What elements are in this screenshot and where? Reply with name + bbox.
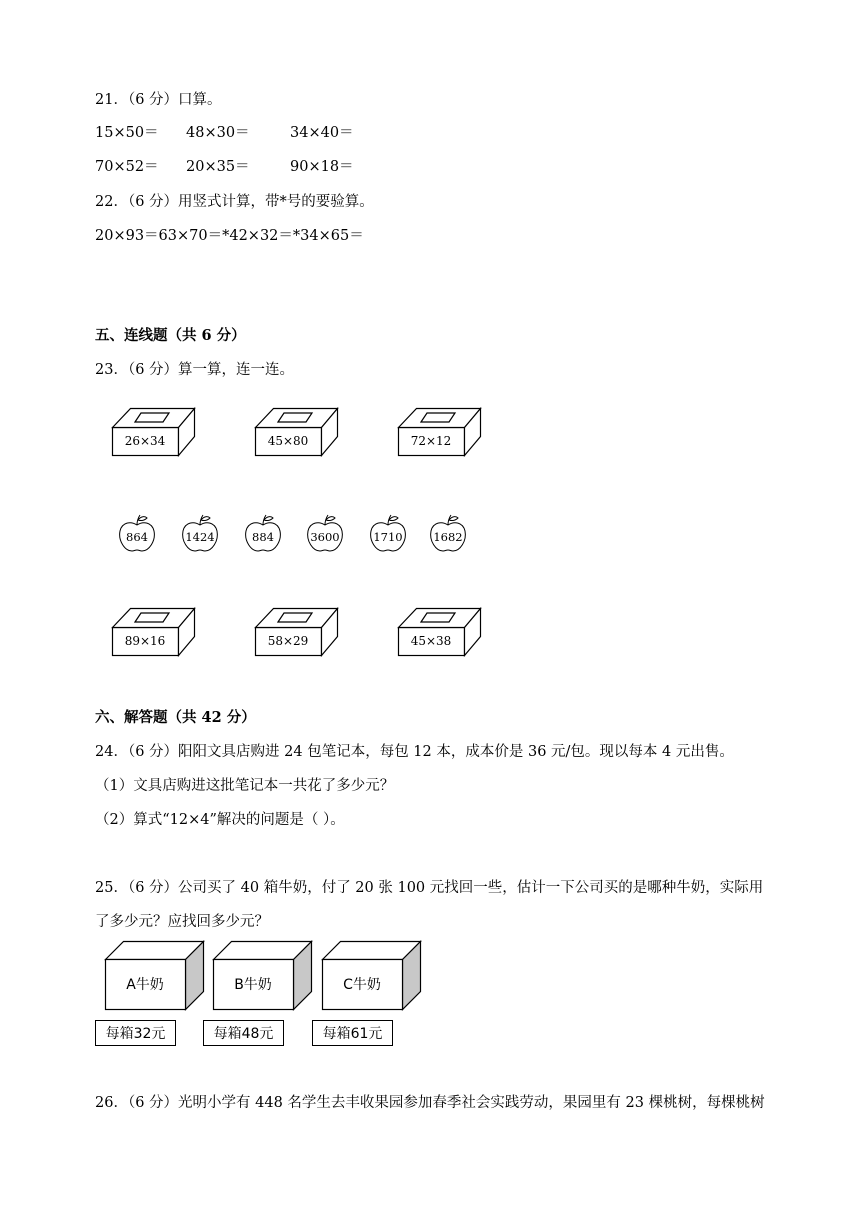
q21-expr-5: 20×35＝ xyxy=(186,159,250,175)
apple-number: 3600 xyxy=(310,530,340,544)
box-label: 58×29 xyxy=(267,634,309,648)
apple-number: 1424 xyxy=(185,530,215,544)
q21-expr-2: 48×30＝ xyxy=(186,125,250,141)
apple-number: 884 xyxy=(252,530,274,544)
box-label: 26×34 xyxy=(124,434,166,448)
q22-expressions: 20×93＝63×70＝*42×32＝*34×65＝ xyxy=(95,228,364,244)
box-bottom-2[interactable] xyxy=(255,608,339,656)
q24-title: 24．（6 分）阳阳文具店购进 24 包笔记本，每包 12 本，成本价是 36 元/包。现以每本 4 元出售。 xyxy=(95,744,734,760)
milk-name: A牛奶 xyxy=(126,977,164,993)
milk-price: 每箱32元 xyxy=(95,1020,176,1046)
milk-b[interactable] xyxy=(213,941,313,1071)
section-6-heading: 六、解答题（共 42 分） xyxy=(95,709,256,726)
milk-price: 每箱61元 xyxy=(312,1020,393,1046)
q25-title-cont: 了多少元？应找回多少元？ xyxy=(95,914,269,930)
box-label: 89×16 xyxy=(124,634,166,648)
box-label: 45×38 xyxy=(410,634,452,648)
q21-expr-1: 15×50＝ xyxy=(95,125,159,141)
q21-title: 21．（6 分）口算。 xyxy=(95,92,222,108)
q23-title: 23．（6 分）算一算，连一连。 xyxy=(95,362,295,378)
q24-sub-1: （1）文具店购进这批笔记本一共花了多少元？ xyxy=(95,778,395,794)
apple-2[interactable] xyxy=(180,514,220,554)
apple-number: 1682 xyxy=(433,530,463,544)
apple-6[interactable] xyxy=(428,514,468,554)
q21-expr-3: 34×40＝ xyxy=(290,125,354,141)
apple-number: 1710 xyxy=(373,530,403,544)
milk-price: 每箱48元 xyxy=(203,1020,284,1046)
box-bottom-3[interactable] xyxy=(398,608,482,656)
q21-expr-6: 90×18＝ xyxy=(290,159,354,175)
box-bottom-1[interactable] xyxy=(112,608,196,656)
apple-number: 864 xyxy=(126,530,148,544)
milk-c[interactable] xyxy=(322,941,422,1071)
milk-name: C牛奶 xyxy=(343,977,381,993)
apple-1[interactable] xyxy=(117,514,157,554)
apple-3[interactable] xyxy=(243,514,283,554)
section-5-heading: 五、连线题（共 6 分） xyxy=(95,327,246,344)
box-label: 45×80 xyxy=(267,434,309,448)
box-label: 72×12 xyxy=(410,434,452,448)
box-top-1[interactable] xyxy=(112,408,196,456)
q22-title: 22．（6 分）用竖式计算，带*号的要验算。 xyxy=(95,194,374,210)
q25-title: 25．（6 分）公司买了 40 箱牛奶，付了 20 张 100 元找回一些，估计一下公司买的是哪种牛奶，实际用 xyxy=(95,880,764,896)
milk-name: B牛奶 xyxy=(234,977,272,993)
q21-expr-4: 70×52＝ xyxy=(95,159,159,175)
box-top-2[interactable] xyxy=(255,408,339,456)
q26-title: 26．（6 分）光明小学有 448 名学生去丰收果园参加春季社会实践劳动，果园里有 23 棵桃树，每棵桃树 xyxy=(95,1095,765,1111)
apple-5[interactable] xyxy=(368,514,408,554)
apple-4[interactable] xyxy=(305,514,345,554)
box-top-3[interactable] xyxy=(398,408,482,456)
q24-sub-2: （2）算式“12×4”解决的问题是（ ）。 xyxy=(95,812,345,828)
milk-a[interactable] xyxy=(105,941,205,1071)
